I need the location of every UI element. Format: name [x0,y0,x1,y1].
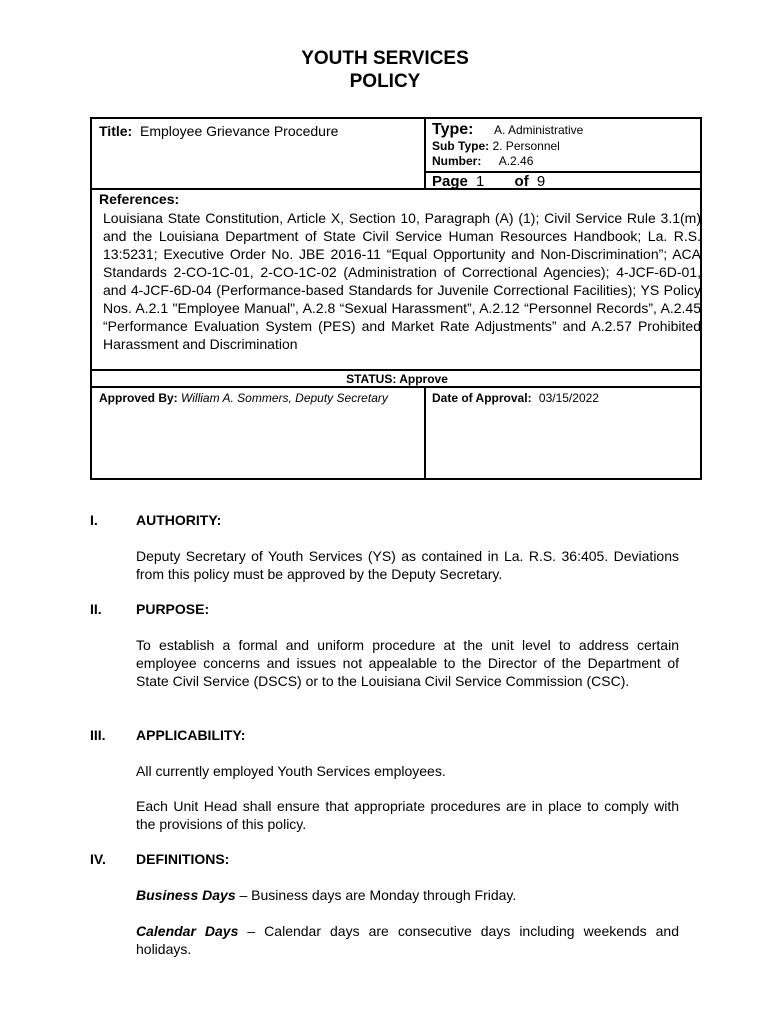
references-text: Louisiana State Constitution, Article X, Section 10, Paragraph (A) (1); Civil Service Rule 3.1(m) and the Louisiana Department of State Civil Service Human Resources Handbook; La. R.S. 13:5231; Executive Order No. JBE 2016-11 “Equal Opportunity and Non-Discrimination”; ACA Standards 2-CO-1C-01, 2-CO-1C-02 (Administration of Correctional Agencies); 4-JCF-6D-01, and 4-JCF-6D-04 (Performance-based Standards for Juvenile Correctional Facilities); YS Policy Nos. A.2.1 "Employee Manual", A.2.8 “Sexual Harassment”, A.2.12 “Personnel Records”, A.2.45 “Performance Evaluation System (PES) and Market Rate Adjustments” and A.2.57 Prohibited Harassment and Discrimination [103,210,701,352]
definition-calendar-days [136,922,679,958]
definition-text: – Business days are Monday through Friday. [235,887,517,903]
divider [92,386,702,388]
section-heading: AUTHORITY: [136,512,222,528]
policy-number: Number: A.2.46 [432,154,534,168]
section-heading: PURPOSE: [136,601,210,617]
date-of-approval: Date of Approval: 03/15/2022 [432,391,599,405]
page-indicator: Page 1 of 9 [432,173,546,190]
section-heading: DEFINITIONS: [136,851,230,867]
document-title [0,47,770,93]
section-number: I. [90,512,98,528]
applicability-text-1: All currently employed Youth Services employees. [136,763,446,779]
divider [424,119,426,189]
section-heading: APPLICABILITY: [136,727,246,743]
section-number: III. [90,727,106,743]
section-number: IV. [90,851,106,867]
definition-term: Calendar Days [136,923,239,939]
definition-term: Business Days [136,887,236,903]
definition-text: – Calendar days are consecutive days including weekends and holidays. [136,923,679,957]
section-number: II. [90,601,102,617]
references-label: References: [99,191,180,207]
policy-title: Title: Employee Grievance Procedure [99,123,339,139]
policy-type: Type: A. Administrative [432,121,584,138]
divider [424,386,426,480]
policy-info-table [90,117,702,480]
purpose-text: To establish a formal and uniform procedure at the unit level to address certain employee concerns and issues not appealable to the Director of the Department of State Civil Service (DSCS) or to the Louisiana Civil Service Commission (CSC). [136,637,679,689]
definition-business-days [136,886,679,904]
divider [92,188,702,190]
title-line-1: YOUTH SERVICES [301,48,469,69]
divider [92,369,702,371]
authority-text: Deputy Secretary of Youth Services (YS) as contained in La. R.S. 36:405. Deviations from this policy must be approved by the Deputy Secretary. [136,548,679,582]
status-text: STATUS: Approve [346,372,448,386]
applicability-text-2: Each Unit Head shall ensure that appropriate procedures are in place to comply with the provisions of this policy. [136,798,679,832]
approved-by: Approved By: William A. Sommers, Deputy Secretary [99,391,388,405]
policy-subtype: Sub Type: 2. Personnel [432,139,560,153]
title-line-2: POLICY [349,71,421,92]
